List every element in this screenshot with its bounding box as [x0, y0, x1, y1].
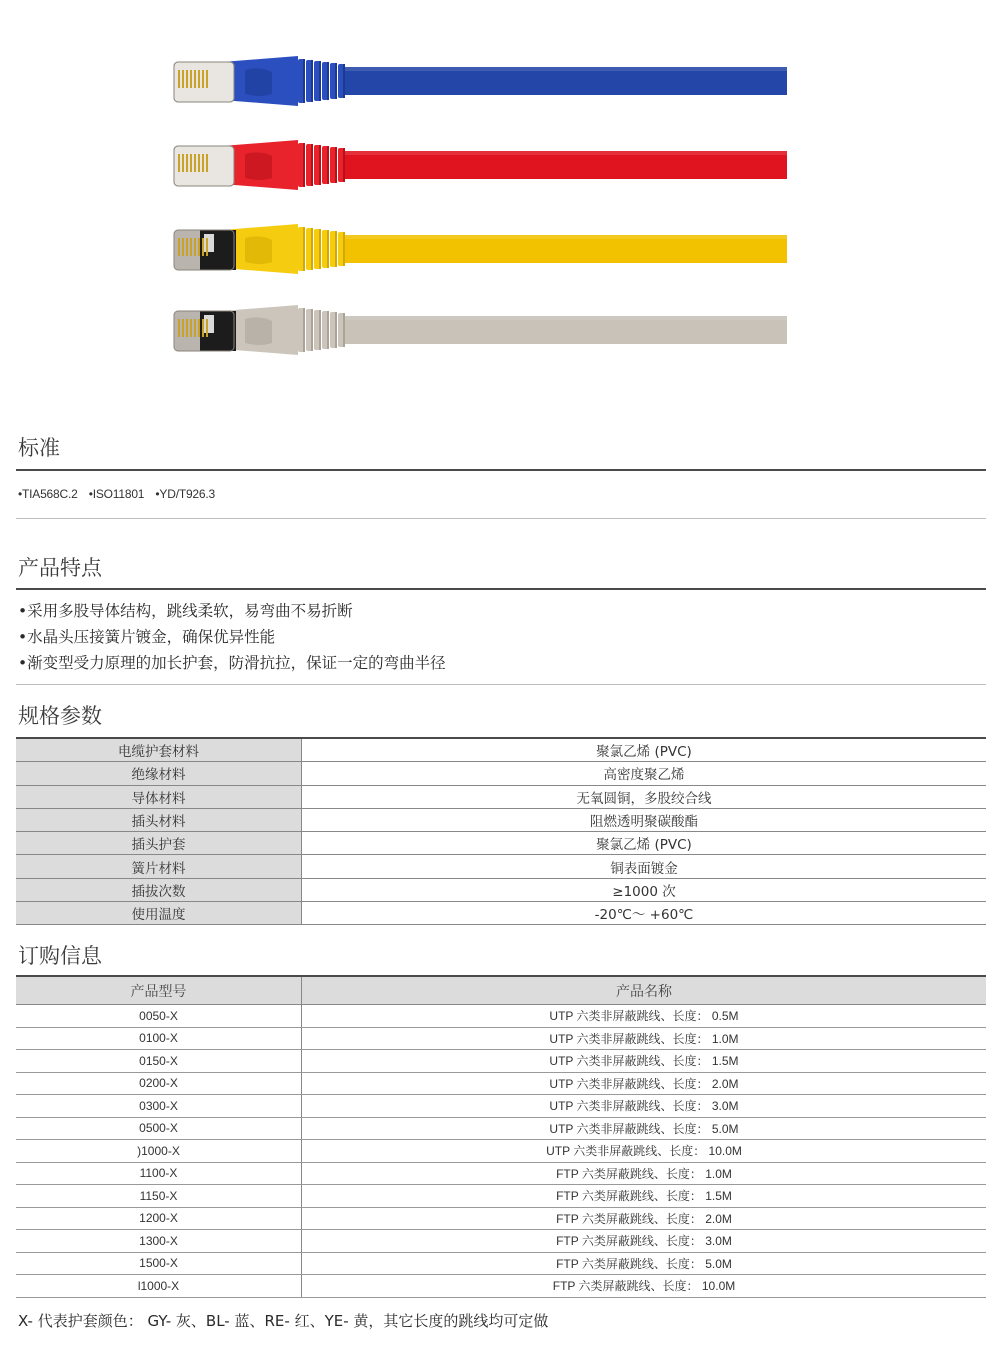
- column-header-name: 产品名称: [302, 976, 987, 1005]
- model-cell: 0100-X: [16, 1027, 302, 1050]
- table-row: [16, 878, 986, 901]
- cable-illustration: [160, 124, 800, 214]
- product-name-cell: UTP 六类非屏蔽跳线、长度： 1.0M: [302, 1027, 987, 1050]
- features-title: 产品特点: [18, 556, 102, 580]
- product-name-cell: FTP 六类屏蔽跳线、长度： 1.5M: [302, 1185, 987, 1208]
- table-row: [16, 1095, 986, 1118]
- model-cell: 0150-X: [16, 1050, 302, 1073]
- divider: [16, 518, 986, 519]
- product-name-cell: FTP 六类屏蔽跳线、长度： 2.0M: [302, 1207, 987, 1230]
- model-cell: 1100-X: [16, 1162, 302, 1185]
- column-header-model: 产品型号: [16, 976, 302, 1005]
- footnote: X- 代表护套颜色： GY- 灰、BL- 蓝、RE- 红、YE- 黄，其它长度的跳线均可定做: [18, 1312, 549, 1330]
- product-name-cell: UTP 六类非屏蔽跳线、长度： 0.5M: [302, 1005, 987, 1028]
- table-row: [16, 1275, 986, 1298]
- spec-key: 插拔次数: [16, 878, 302, 901]
- model-cell: )1000-X: [16, 1140, 302, 1163]
- spec-value: ≥1000 次: [302, 878, 987, 901]
- ordering-title: 订购信息: [18, 944, 102, 968]
- features-list: [18, 598, 446, 676]
- feature-item: •渐变型受力原理的加长护套，防滑抗拉，保证一定的弯曲半径: [18, 654, 446, 672]
- divider: [16, 684, 986, 685]
- table-row: [16, 902, 986, 925]
- model-cell: 1500-X: [16, 1252, 302, 1275]
- product-name-cell: UTP 六类非屏蔽跳线、长度： 3.0M: [302, 1095, 987, 1118]
- product-name-cell: UTP 六类非屏蔽跳线、长度： 5.0M: [302, 1117, 987, 1140]
- standard-item: •ISO11801: [88, 487, 145, 501]
- spec-value: 阻燃透明聚碳酸酯: [302, 808, 987, 831]
- cable-blue-image: [160, 40, 800, 130]
- cable-red-image: [160, 124, 800, 214]
- product-name-cell: UTP 六类非屏蔽跳线、长度： 1.5M: [302, 1050, 987, 1073]
- standard-item: •YD/T926.3: [155, 487, 215, 501]
- spec-key: 绝缘材料: [16, 762, 302, 785]
- spec-key: 插头护套: [16, 832, 302, 855]
- table-header-row: [16, 976, 986, 1005]
- model-cell: 1150-X: [16, 1185, 302, 1208]
- spec-key: 导体材料: [16, 785, 302, 808]
- ordering-table: [16, 975, 986, 1298]
- model-cell: 1300-X: [16, 1230, 302, 1253]
- table-row: [16, 738, 986, 762]
- product-name-cell: UTP 六类非屏蔽跳线、长度： 10.0M: [302, 1140, 987, 1163]
- table-row: [16, 832, 986, 855]
- spec-key: 使用温度: [16, 902, 302, 925]
- spec-value: -20℃～ +60℃: [302, 902, 987, 925]
- cable-yellow-image: [160, 208, 800, 298]
- table-row: [16, 1005, 986, 1028]
- product-name-cell: FTP 六类屏蔽跳线、长度： 5.0M: [302, 1252, 987, 1275]
- cable-grey-image: [160, 289, 800, 379]
- product-name-cell: FTP 六类屏蔽跳线、长度： 1.0M: [302, 1162, 987, 1185]
- spec-key: 电缆护套材料: [16, 738, 302, 762]
- product-name-cell: FTP 六类屏蔽跳线、长度： 10.0M: [302, 1275, 987, 1298]
- spec-value: 铜表面镀金: [302, 855, 987, 878]
- table-row: [16, 855, 986, 878]
- spec-value: 聚氯乙烯 (PVC): [302, 832, 987, 855]
- spec-value: 无氧圆铜，多股绞合线: [302, 785, 987, 808]
- spec-key: 簧片材料: [16, 855, 302, 878]
- table-row: [16, 1207, 986, 1230]
- model-cell: 0200-X: [16, 1072, 302, 1095]
- product-name-cell: UTP 六类非屏蔽跳线、长度： 2.0M: [302, 1072, 987, 1095]
- spec-key: 插头材料: [16, 808, 302, 831]
- product-name-cell: FTP 六类屏蔽跳线、长度： 3.0M: [302, 1230, 987, 1253]
- table-row: [16, 1027, 986, 1050]
- table-row: [16, 1162, 986, 1185]
- divider: [16, 469, 986, 471]
- cable-illustration: [160, 40, 800, 130]
- spec-value: 聚氯乙烯 (PVC): [302, 738, 987, 762]
- model-cell: 0300-X: [16, 1095, 302, 1118]
- divider: [16, 588, 986, 590]
- model-cell: 0050-X: [16, 1005, 302, 1028]
- standard-item: •TIA568C.2: [18, 487, 78, 501]
- table-row: [16, 1230, 986, 1253]
- standards-title: 标准: [18, 436, 60, 460]
- table-row: [16, 1050, 986, 1073]
- specs-table: [16, 737, 986, 925]
- table-row: [16, 762, 986, 785]
- table-row: [16, 1185, 986, 1208]
- cable-photos: [160, 40, 800, 360]
- table-row: [16, 808, 986, 831]
- table-row: [16, 1072, 986, 1095]
- table-row: [16, 1117, 986, 1140]
- model-cell: 0500-X: [16, 1117, 302, 1140]
- spec-value: 高密度聚乙烯: [302, 762, 987, 785]
- feature-item: •水晶头压接簧片镀金，确保优异性能: [18, 628, 276, 646]
- cable-illustration: [160, 289, 800, 379]
- cable-illustration: [160, 208, 800, 298]
- table-row: [16, 785, 986, 808]
- model-cell: l1000-X: [16, 1275, 302, 1298]
- specs-title: 规格参数: [18, 704, 102, 728]
- model-cell: 1200-X: [16, 1207, 302, 1230]
- table-row: [16, 1252, 986, 1275]
- table-row: [16, 1140, 986, 1163]
- feature-item: •采用多股导体结构，跳线柔软，易弯曲不易折断: [18, 602, 353, 620]
- standards-list: [18, 487, 223, 501]
